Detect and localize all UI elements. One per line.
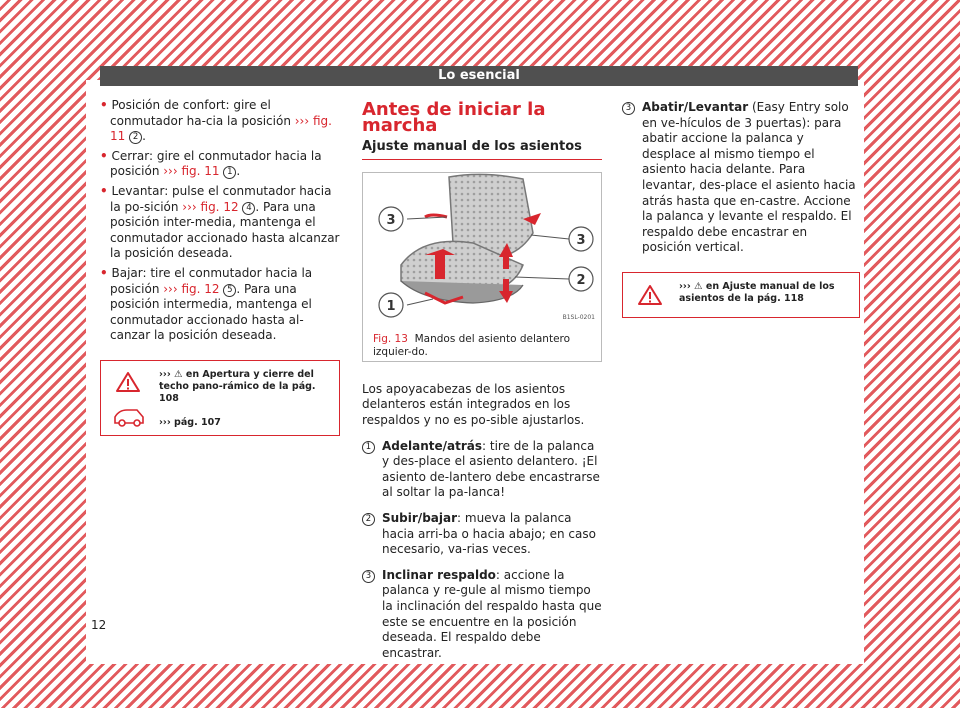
column-left bbox=[100, 98, 340, 436]
column-middle bbox=[362, 98, 602, 661]
list-item bbox=[622, 100, 858, 256]
bullet-dot: • bbox=[100, 148, 108, 163]
warning-icon bbox=[115, 371, 141, 393]
bullet-item bbox=[100, 184, 340, 262]
item-term: Adelante/atrás bbox=[382, 438, 483, 453]
bullet-text: . bbox=[142, 129, 146, 144]
figure-link[interactable]: ››› fig. 12 bbox=[182, 199, 239, 214]
bullet-text: Cerrar: gire el conmutador hacia la posición bbox=[110, 148, 322, 179]
item-number: 2 bbox=[362, 513, 375, 526]
bullet-dot: • bbox=[100, 98, 108, 112]
bullet-dot: • bbox=[100, 265, 108, 280]
item-text: (Easy Entry solo en ve-hículos de 3 puertas): para abatir accione la palanca y desplace al mismo tiempo el asiento hacia delante. Para levantar, des-place el asiento hacia atrás hasta que en-castre. Accione la palanca y levante el respaldo. El respaldo debe encastrar en posición vertical. bbox=[642, 100, 856, 255]
item-term: Inclinar respaldo bbox=[382, 567, 496, 582]
bullet-text: . bbox=[236, 164, 241, 179]
bullet-text: . Para una posición inter-media, mantenga el conmutador accionado hasta alcanzar la posición deseada. bbox=[110, 199, 340, 261]
bullet-item bbox=[100, 98, 340, 145]
figure-caption bbox=[363, 327, 601, 359]
caption-text: Mandos del asiento delantero izquier-do. bbox=[373, 333, 571, 359]
bullet-dot: • bbox=[100, 183, 108, 198]
list-item bbox=[362, 439, 602, 501]
page-number: 12 bbox=[91, 618, 107, 632]
section-title: Antes de iniciar la marcha bbox=[362, 99, 546, 136]
item-number: 3 bbox=[362, 570, 375, 583]
list-item bbox=[362, 568, 602, 662]
seat-illustration bbox=[363, 173, 601, 323]
callout-number: 2 bbox=[129, 131, 142, 144]
item-term: Abatir/Levantar bbox=[642, 100, 749, 114]
header-title: Lo esencial bbox=[100, 66, 858, 86]
item-text: : mueva la palanca hacia arri-ba o hacia abajo; en caso necesario, va-rias veces. bbox=[382, 510, 596, 557]
callout-number: 4 bbox=[242, 202, 255, 215]
figure-link[interactable]: ››› fig. 11 bbox=[110, 113, 332, 144]
intro-paragraph: Los apoyacabezas de los asientos delanteros están integrados en los respaldos y no es po-sible ajustarlos. bbox=[362, 381, 585, 427]
figure-link[interactable]: ››› fig. 11 bbox=[163, 164, 220, 179]
bullet-text: Bajar: tire el conmutador hacia la posición bbox=[110, 265, 313, 296]
warning-box bbox=[100, 360, 340, 436]
list-item bbox=[362, 511, 602, 558]
item-number: 3 bbox=[622, 102, 635, 115]
callout-3a: 3 bbox=[386, 212, 396, 228]
callout-number: 5 bbox=[223, 284, 236, 297]
bullet-text: Levantar: pulse el conmutador hacia la po-sición bbox=[110, 183, 332, 214]
callout-3b: 3 bbox=[576, 232, 586, 248]
bullet-text: Posición de confort: gire el conmutador ha-cia la posición bbox=[110, 98, 295, 128]
car-reference-icon bbox=[113, 407, 145, 427]
item-number: 1 bbox=[362, 441, 375, 454]
item-term: Subir/bajar bbox=[382, 510, 458, 525]
warning-icon bbox=[637, 284, 663, 306]
warning-note[interactable]: ››› ⚠ en Ajuste manual de los asientos de la pág. 118 bbox=[679, 280, 835, 304]
warning-note[interactable]: ››› ⚠ en Apertura y cierre del techo pano-rámico de la pág. 108 bbox=[159, 368, 316, 404]
page-reference-note[interactable]: ››› pág. 107 bbox=[159, 416, 221, 428]
callout-1: 1 bbox=[386, 298, 396, 314]
figure-code: B1SL-0201 bbox=[562, 313, 595, 321]
figure-link[interactable]: ››› fig. 12 bbox=[163, 281, 220, 296]
caption-label: Fig. 13 bbox=[373, 333, 408, 346]
warning-box bbox=[622, 272, 860, 318]
bullet-text: . Para una posición intermedia, mantenga el conmutador accionado hasta al-canzar la posición deseada. bbox=[110, 281, 312, 343]
bullet-item bbox=[100, 266, 340, 344]
item-text: : accione la palanca y re-gule al mismo tiempo la inclinación del respaldo hasta que este se encuentre en la posición deseada. El respaldo debe encastrar. bbox=[382, 567, 602, 660]
callout-number: 1 bbox=[223, 166, 236, 179]
callout-2: 2 bbox=[576, 272, 586, 288]
seat-figure bbox=[362, 172, 602, 362]
item-text: : tire de la palanca y des-place el asiento delantero. ¡El asiento de-lantero debe encastrarse al soltar la pa-lanca! bbox=[382, 438, 600, 500]
subsection-title: Ajuste manual de los asientos bbox=[362, 139, 602, 160]
column-right bbox=[622, 98, 858, 318]
bullet-item bbox=[100, 149, 340, 180]
